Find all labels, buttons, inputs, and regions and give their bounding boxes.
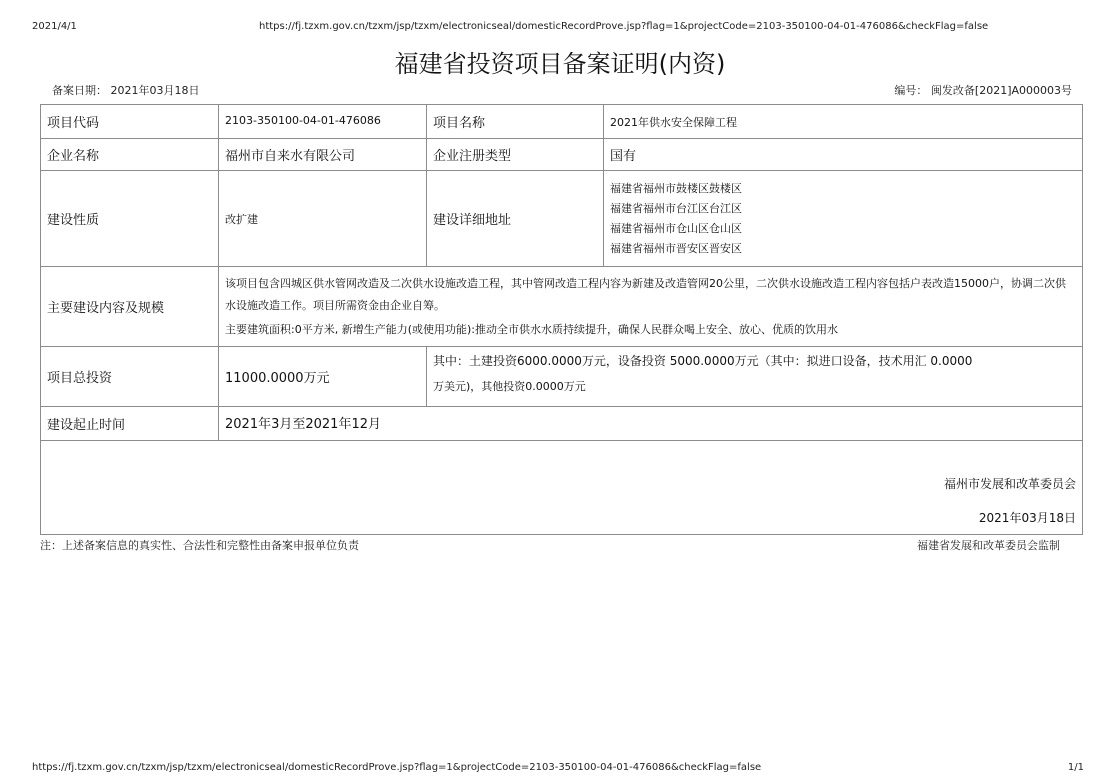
- project-name-label: 项目名称: [427, 105, 604, 139]
- record-number-value: 闽发改备[2021]A000003号: [930, 84, 1072, 97]
- signature-date: 2021年03月18日: [978, 511, 1076, 525]
- address-line: 福建省福州市晋安区晋安区: [610, 241, 742, 255]
- signature-block: [41, 441, 1083, 535]
- address-line: 福建省福州市仓山区仓山区: [610, 221, 742, 235]
- address-label: 建设详细地址: [427, 171, 604, 267]
- address-value: [604, 171, 1083, 267]
- period-value: 2021年3月至2021年12月: [219, 407, 1083, 441]
- company-type-label: 企业注册类型: [427, 139, 604, 171]
- table-row: [41, 139, 1083, 171]
- record-date-label: 备案日期：: [52, 84, 107, 97]
- table-row: [41, 407, 1083, 441]
- record-date-value: 2021年03月18日: [110, 84, 200, 97]
- record-table: [40, 104, 1083, 535]
- footnote-right: 福建省发展和改革委员会监制: [917, 539, 1060, 552]
- print-date: 2021/4/1: [32, 21, 77, 32]
- company-name-label: 企业名称: [41, 139, 219, 171]
- investment-detail-line: 万美元)，其他投资0.0000万元: [433, 380, 586, 393]
- page-number: 1/1: [1067, 762, 1084, 773]
- period-label: 建设起止时间: [41, 407, 219, 441]
- footnote-left: 注：上述备案信息的真实性、合法性和完整性由备案申报单位负责: [40, 539, 359, 552]
- address-line: 福建省福州市台江区台江区: [610, 201, 742, 215]
- table-row: [41, 441, 1083, 535]
- table-row: [41, 267, 1083, 347]
- print-footer-url: https://fj.tzxm.gov.cn/tzxm/jsp/tzxm/electronicseal/domesticRecordProve.jsp?flag=1&projectCode=2103-350100-04-01-476086&checkFlag=false: [32, 762, 762, 773]
- main-content-label: 主要建设内容及规模: [41, 267, 219, 347]
- project-name-value: 2021年供水安全保障工程: [604, 105, 1083, 139]
- page-title: 福建省投资项目备案证明(内资): [394, 50, 726, 78]
- investment-detail: [427, 347, 1083, 407]
- company-type-value: 国有: [604, 139, 1083, 171]
- address-line: 福建省福州市鼓楼区鼓楼区: [610, 181, 742, 195]
- main-content-value: [219, 267, 1083, 347]
- project-code-label: 项目代码: [41, 105, 219, 139]
- record-number: [894, 82, 1072, 98]
- table-row: [41, 105, 1083, 139]
- table-row: [41, 171, 1083, 267]
- investment-detail-line: 其中：土建投资6000.0000万元，设备投资 5000.0000万元（其中：拟进口设备，技术用汇 0.0000: [433, 354, 973, 368]
- total-investment-value: 11000.0000万元: [219, 347, 427, 407]
- company-name-value: 福州市自来水有限公司: [219, 139, 427, 171]
- main-content-paragraph: 该项目包含四城区供水管网改造及二次供水设施改造工程，其中管网改造工程内容为新建及改造管网20公里，二次供水设施改造工程内容包括户表改造15000户，协调二次供水设施改造工作。项目所需资金由企业自筹。: [225, 276, 1066, 312]
- table-row: [41, 347, 1083, 407]
- main-content-paragraph: 主要建筑面积:0平方米, 新增生产能力(或使用功能):推动全市供水水质持续提升，确保人民群众喝上安全、放心、优质的饮用水: [225, 322, 838, 336]
- construction-nature-label: 建设性质: [41, 171, 219, 267]
- total-investment-label: 项目总投资: [41, 347, 219, 407]
- record-number-label: 编号：: [894, 84, 928, 97]
- record-date: [52, 82, 200, 98]
- project-code-value: 2103-350100-04-01-476086: [219, 105, 427, 139]
- print-header-url: https://fj.tzxm.gov.cn/tzxm/jsp/tzxm/electronicseal/domesticRecordProve.jsp?flag=1&projectCode=2103-350100-04-01-476086&checkFlag=false: [259, 21, 989, 32]
- construction-nature-value: 改扩建: [219, 171, 427, 267]
- signature-org: 福州市发展和改革委员会: [943, 477, 1076, 491]
